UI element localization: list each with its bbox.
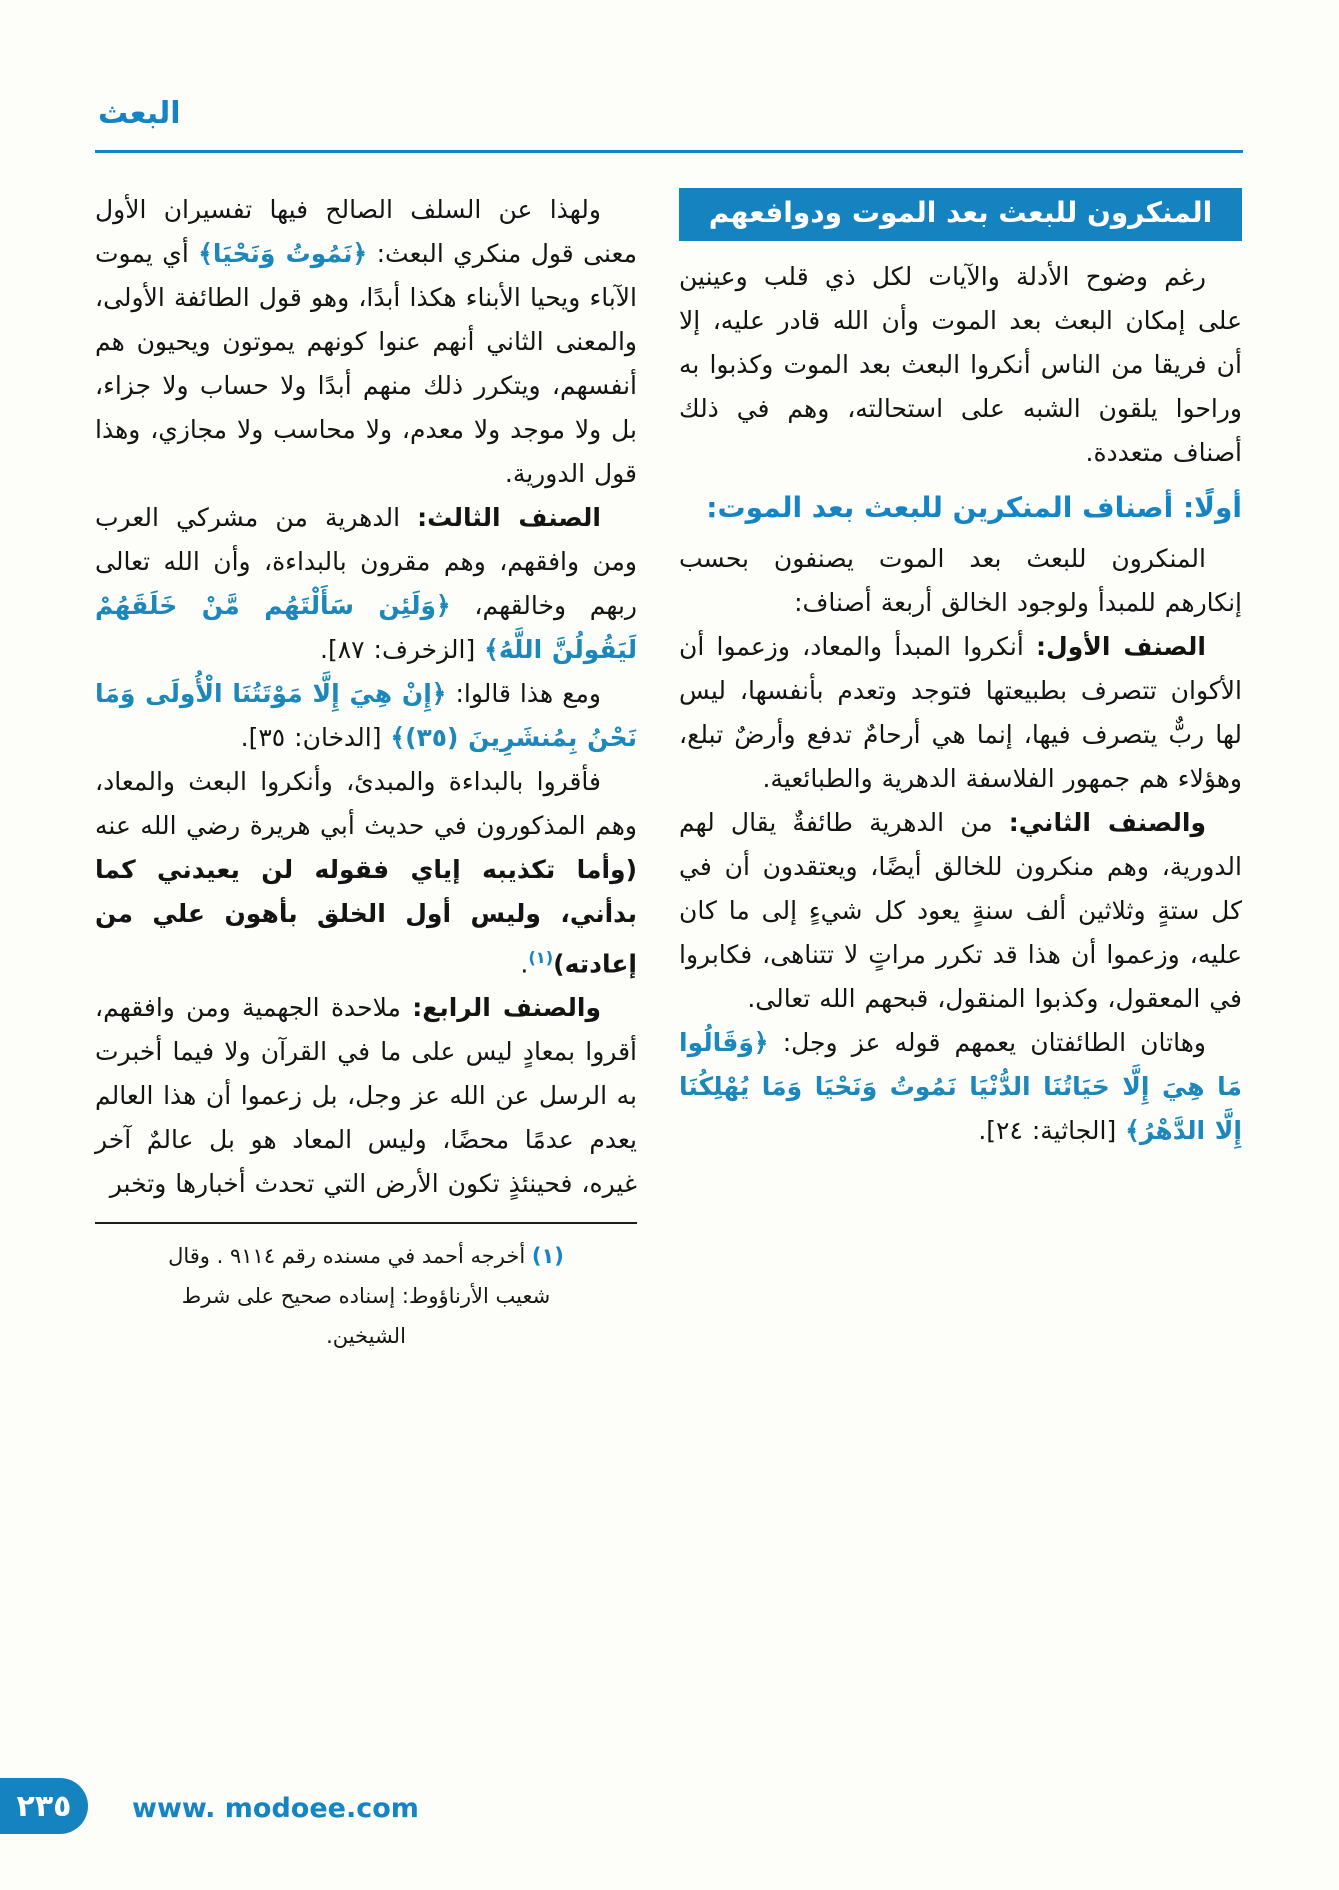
paragraph-text: ومع هذا قالوا: bbox=[446, 679, 601, 708]
heading-first-types bbox=[679, 483, 1242, 533]
page-number: ٢٣٥ bbox=[16, 1788, 72, 1824]
paragraph-dukhan-quote bbox=[95, 672, 637, 760]
paragraph-text: أي يموت الآباء ويحيا الأبناء هكذا أبدًا، وهو قول الطائفة الأولى، والمعنى الثاني أنهم عنوا كونهم يموتون ويحيون هم أنفسهم، ويتكرر ذلك منهم أبدًا ولا حساب ولا جزاء، بل ولا موجد ولا معدم، ولا محاسب ولا مجازي، وهذا قول الدورية. bbox=[95, 239, 637, 488]
header-rule bbox=[95, 150, 1243, 153]
heading-text: أولًا: أصناف المنكرين للبعث بعد الموت: bbox=[706, 491, 1242, 524]
paragraph-text: من الدهرية طائفةٌ يقال لهم الدورية، وهم منكرون للخالق أيضًا، ويعتقدون أن في كل ستةٍ وثلاثين ألف سنةٍ يعود كل شيءٍ إلى ما كان عليه، وزعموا أن هذا قد تكرر مراتٍ لا تتناهى، فكابروا في المعقول، وكذبوا المنقول، قبحهم الله تعالى. bbox=[679, 808, 1242, 1013]
paragraph-type-two bbox=[679, 801, 1242, 1021]
section-banner bbox=[679, 188, 1242, 241]
column-right bbox=[679, 188, 1242, 1153]
paragraph-type-four bbox=[95, 986, 637, 1206]
page-number-tab bbox=[0, 1778, 88, 1834]
footnote-text: أخرجه أحمد في مسنده رقم ٩١١٤ . وقال شعيب الأرناؤوط: إسناده صحيح على شرط الشيخين. bbox=[168, 1244, 551, 1349]
paragraph-hadith bbox=[95, 760, 637, 986]
verse-reference: [الدخان: ٣٥]. bbox=[240, 723, 391, 752]
type-two-label: والصنف الثاني: bbox=[1008, 808, 1206, 837]
paragraph-interpretations bbox=[95, 188, 637, 496]
content-columns bbox=[95, 188, 1242, 1356]
footnote-reference-mark: (١) bbox=[528, 948, 554, 967]
paragraph-classification bbox=[679, 537, 1242, 625]
column-left bbox=[95, 188, 637, 1356]
footnote bbox=[95, 1222, 637, 1356]
paragraph-text: الدهرية من مشركي العرب ومن وافقهم، وهم مقرون بالبداءة، وأن الله تعالى ربهم وخالقهم، bbox=[95, 503, 637, 620]
paragraph-intro bbox=[679, 255, 1242, 475]
quran-verse-namut-nahya: ﴿نَمُوتُ وَنَحْيَا﴾ bbox=[198, 239, 368, 268]
type-four-label: والصنف الرابع: bbox=[412, 993, 601, 1023]
paragraph-text: فأقروا بالبداءة والمبدئ، وأنكروا البعث والمعاد، وهم المذكورون في حديث أبي هريرة رضي الله عنه bbox=[95, 767, 637, 840]
footnote-marker: (١) bbox=[531, 1244, 564, 1269]
website-url: www. modoee.com bbox=[132, 1793, 419, 1824]
verse-reference: [الزخرف: ٨٧]. bbox=[320, 635, 485, 664]
hadith-text: (وأما تكذيبه إياي فقوله لن يعيدني كما بدأني، وليس أول الخلق بأهون علي من إعادته) bbox=[95, 855, 637, 979]
paragraph-type-one bbox=[679, 625, 1242, 801]
paragraph-text: . bbox=[520, 949, 529, 979]
paragraph-text: المنكرون للبعث بعد الموت يصنفون بحسب إنكارهم للمبدأ ولوجود الخالق أربعة أصناف: bbox=[679, 544, 1242, 617]
verse-reference: [الجاثية: ٢٤]. bbox=[978, 1116, 1126, 1145]
paragraph-text: وهاتان الطائفتان يعمهم قوله عز وجل: bbox=[768, 1028, 1206, 1057]
quran-verse-dukhan: ﴿إِنْ هِيَ إِلَّا مَوْتَتُنَا الْأُولَى وَمَا نَحْنُ بِمُنشَرِينَ (٣٥)﴾ bbox=[95, 679, 637, 752]
page-title: البعث bbox=[98, 96, 181, 131]
type-one-label: الصنف الأول: bbox=[1036, 632, 1206, 661]
paragraph-text: ولهذا عن السلف الصالح فيها تفسيران الأول معنى قول منكري البعث: bbox=[95, 195, 637, 268]
paragraph-text: ملاحدة الجهمية ومن وافقهم، أقروا بمعادٍ ليس على ما في القرآن ولا فيما أخبرت به الرسل عن الله عز وجل، بل زعموا أن هذا العالم يعدم عدمًا محضًا، وليس المعاد هو بل عالمٌ آخر غيره، فحينئذٍ تكون الأرض التي تحدث أخبارها وتخبر bbox=[95, 993, 637, 1199]
paragraph-shared-verse bbox=[679, 1021, 1242, 1153]
paragraph-type-three bbox=[95, 496, 637, 672]
type-three-label: الصنف الثالث: bbox=[417, 503, 601, 532]
paragraph-text: رغم وضوح الأدلة والآيات لكل ذي قلب وعينين على إمكان البعث بعد الموت وأن الله قادر عليه، إلا أن فريقا من الناس أنكروا البعث بعد الموت وكذبوا به وراحوا يلقون الشبه على استحالته، وهم في ذلك أصناف متعددة. bbox=[679, 262, 1242, 467]
quran-verse-zukhruf: ﴿وَلَئِن سَأَلْتَهُم مَّنْ خَلَقَهُمْ لَيَقُولُنَّ اللَّهُ﴾ bbox=[95, 591, 637, 664]
paragraph-text: أنكروا المبدأ والمعاد، وزعموا أن الأكوان تتصرف بطبيعتها فتوجد وتعدم بأنفسها، ليس لها ربٌّ يتصرف فيها، إنما هي أرحامٌ تدفع وأرضٌ تبلع، وهؤلاء هم جمهور الفلاسفة الدهرية والطبائعية. bbox=[679, 632, 1242, 793]
quran-verse-jathiya: ﴿وَقَالُوا مَا هِيَ إِلَّا حَيَاتُنَا الدُّنْيَا نَمُوتُ وَنَحْيَا وَمَا يُهْلِكُنَا إِلَّا الدَّهْرُ﴾ bbox=[679, 1028, 1242, 1145]
section-banner-title: المنكرون للبعث بعد الموت ودوافعهم bbox=[708, 196, 1213, 229]
